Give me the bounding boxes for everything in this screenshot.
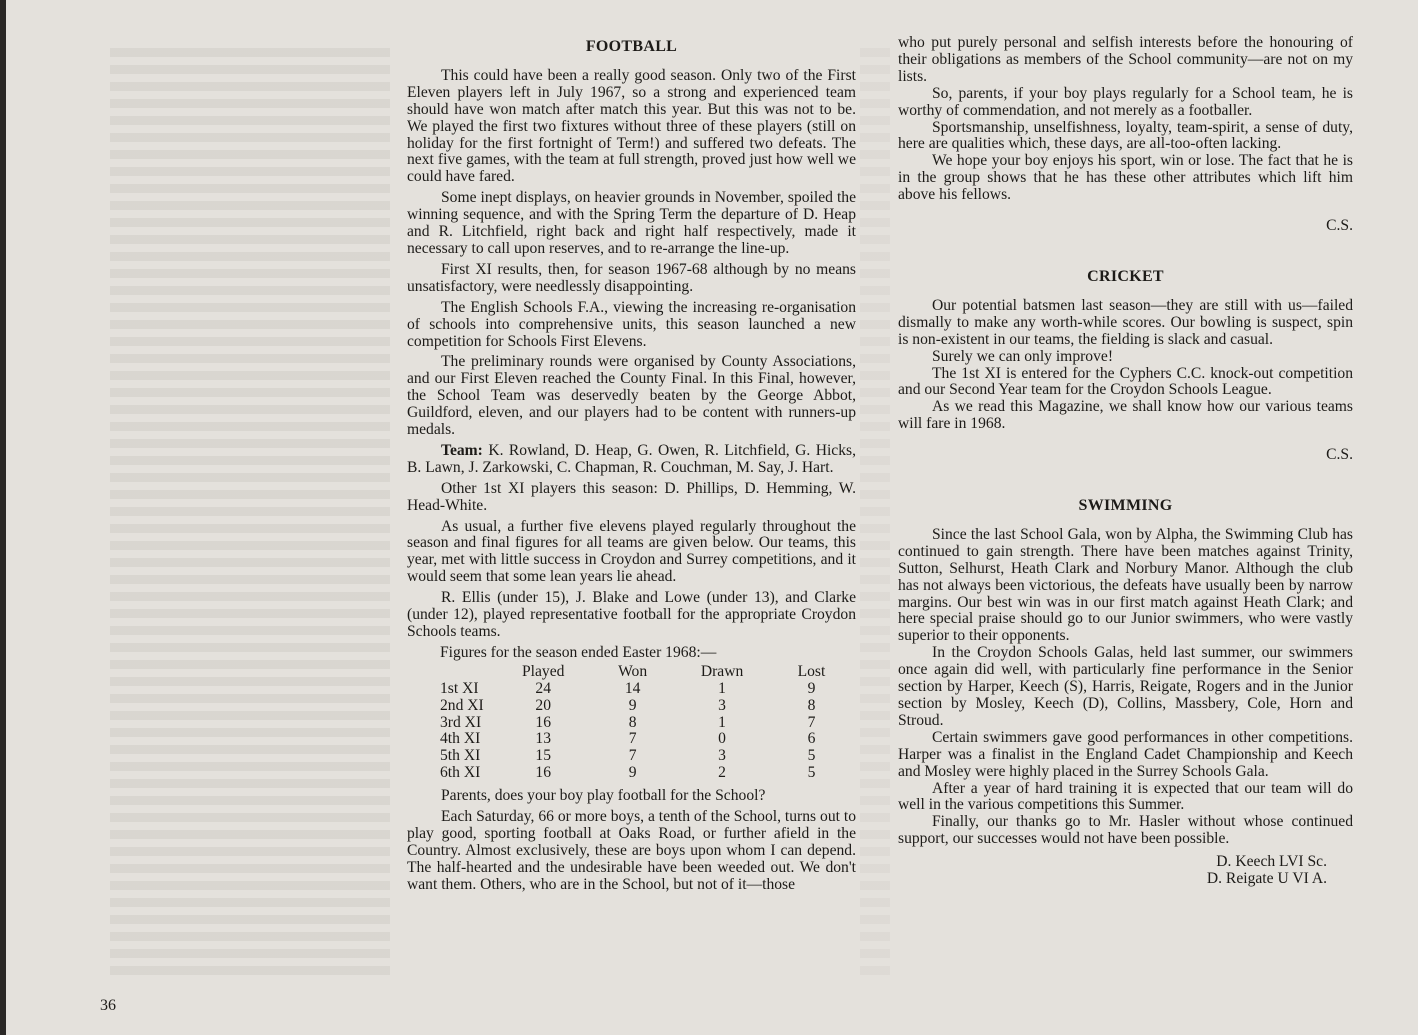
cricket-paragraph-3: The 1st XI is entered for the Cyphers C.C. knock-out competition and our Second Year team for the Croydon Schools League. bbox=[898, 364, 1353, 399]
swimming-heading: SWIMMING bbox=[1078, 497, 1173, 515]
table-row bbox=[440, 731, 856, 748]
figures-header-played: Played bbox=[521, 662, 565, 680]
figures-cell: 9 bbox=[807, 679, 816, 697]
figures-cell: 13 bbox=[535, 730, 551, 748]
figures-cell: 2 bbox=[718, 764, 726, 782]
table-row bbox=[440, 698, 856, 715]
right-column bbox=[898, 35, 1353, 888]
football-paragraph-7: Other 1st XI players this season: D. Phillips, D. Hemming, W. Head-White. bbox=[407, 479, 856, 514]
football-paragraph-15: We hope your boy enjoys his sport, win or lose. The fact that he is in the group shows that he has these other attributes which lift him above his fellows. bbox=[898, 152, 1353, 204]
figures-cell: 3 bbox=[718, 696, 726, 714]
football-heading: FOOTBALL bbox=[585, 38, 678, 55]
figures-header-drawn: Drawn bbox=[700, 662, 744, 680]
figures-cell: 6 bbox=[807, 730, 816, 748]
football-paragraph-12: who put purely personal and selfish interests before the honouring of their obligations as members of the School community—are not on my lists. bbox=[898, 34, 1353, 85]
figures-cell: 15 bbox=[535, 747, 551, 765]
football-paragraph-1: This could have been a really good season. Only two of the First Eleven players left in July 1967, so a strong and experienced team should have won match after match this year. But this was not to be. We played the first two fixtures without three of these players (still on holiday for the first fortnight of Term!) and suffered two defeats. The next five games, with the team at full strength, proved just how well we could have fared. bbox=[407, 66, 856, 186]
figures-header-lost: Lost bbox=[797, 662, 826, 680]
figures-cell: 4th XI bbox=[440, 730, 481, 748]
swimming-paragraph-1: Since the last School Gala, won by Alpha, the Swimming Club has continued to gain strength. There have been matches against Trinity, Sutton, Selhurst, Heath Clark and Norbury Manor. Although the club has not always been victorious, the defeats have usually been by narrow margins. Our best win was in our first match against Heath Clark; and here special praise should go to our Junior swimmers, who were vastly superior to their opponents. bbox=[898, 525, 1353, 645]
figures-cell: 6th XI bbox=[440, 764, 481, 782]
football-paragraph-13: So, parents, if your boy plays regularly for a School team, he is worthy of commendation, and not merely as a footballer. bbox=[898, 84, 1353, 119]
football-paragraph-9: R. Ellis (under 15), J. Blake and Lowe (under 13), and Clarke (under 12), played representative football for the appropriate Croydon Schools teams. bbox=[407, 589, 856, 640]
football-paragraph-11: Each Saturday, 66 or more boys, a tenth of the School, turns out to play good, sporting football at Oaks Road, or further afield in the Country. Almost exclusively, these are boys upon whom I can depend. The half-hearted and the undesirable have been weeded out. We don't want them. Others, who are in the School, but not of it—those bbox=[407, 808, 856, 893]
figures-cell: 0 bbox=[718, 730, 726, 748]
football-paragraph-5: The preliminary rounds were organised by County Associations, and our First Eleven reached the County Final. In this Final, however, the School Team was deservedly beaten by the George Abbot, Guildford, eleven, and our players had to be content with runners-up medals. bbox=[407, 353, 856, 439]
cricket-heading: CRICKET bbox=[1087, 267, 1164, 285]
figures-cell: 1 bbox=[718, 713, 726, 731]
swimming-signature-1: D. Keech LVI Sc. bbox=[1216, 853, 1327, 871]
figures-cell: 20 bbox=[535, 696, 551, 714]
figures-cell: 9 bbox=[628, 764, 637, 782]
swimming-paragraph-3: Certain swimmers gave good performances in other competitions. Harper was a finalist in the England Cadet Championship and Keech and Mosley were highly placed in the Surrey Schools Gala. bbox=[898, 728, 1353, 780]
figures-cell: 1st XI bbox=[440, 679, 479, 697]
cricket-paragraph-1: Our potential batsmen last season—they are still with us—failed dismally to make any worth-while scores. Our bowling is suspect, spin is non-existent in our teams, the fielding is slack and casual. bbox=[898, 296, 1353, 348]
figures-cell: 16 bbox=[535, 764, 551, 782]
page-gutter-shadow bbox=[0, 0, 6, 1035]
figures-cell: 5th XI bbox=[440, 747, 481, 765]
figures-cell: 14 bbox=[624, 679, 641, 697]
figures-table bbox=[440, 664, 856, 782]
table-row bbox=[440, 715, 856, 732]
figures-cell: 5 bbox=[807, 747, 816, 765]
swimming-signature-2: D. Reigate U VI A. bbox=[1206, 870, 1327, 888]
page-number: 36 bbox=[100, 997, 116, 1014]
table-row bbox=[440, 681, 856, 698]
figures-cell: 7 bbox=[628, 730, 637, 748]
figures-cell: 16 bbox=[535, 713, 551, 731]
figures-header-won: Won bbox=[618, 662, 648, 680]
figures-caption: Figures for the season ended Easter 1968:— bbox=[440, 643, 717, 661]
football-paragraph-8: As usual, a further five elevens played regularly throughout the season and final figures for all teams are given below. Our teams, this year, met with little success in Croydon and Surrey competitions, and it would seem that some lean years lie ahead. bbox=[407, 517, 856, 586]
cricket-signature: C.S. bbox=[1326, 446, 1353, 464]
cricket-paragraph-2: Surely we can only improve! bbox=[932, 347, 1114, 365]
figures-cell: 7 bbox=[628, 747, 637, 765]
figures-cell: 8 bbox=[628, 713, 637, 731]
figures-cell: 3rd XI bbox=[440, 713, 482, 731]
figures-header-team bbox=[440, 664, 498, 681]
football-paragraph-2: Some inept displays, on heavier grounds in November, spoiled the winning sequence, and with the Spring Term the departure of D. Heap and R. Litchfield, right back and right half respectively, made it necessary to call upon reserves, and to re-arrange the line-up. bbox=[407, 189, 856, 257]
figures-cell: 5 bbox=[807, 764, 816, 782]
figures-cell: 24 bbox=[535, 679, 551, 697]
football-paragraph-4: The English Schools F.A., viewing the increasing re-organisation of schools into comprehensive units, this season launched a new competition for Schools First Elevens. bbox=[407, 298, 856, 350]
figures-header-row bbox=[440, 664, 856, 681]
left-column bbox=[407, 35, 856, 894]
team-label: Team: bbox=[441, 441, 483, 459]
show-through-left-block bbox=[110, 48, 390, 978]
season-figures bbox=[440, 645, 856, 782]
football-signature: C.S. bbox=[1326, 217, 1353, 235]
figures-cell: 9 bbox=[628, 696, 637, 714]
table-row bbox=[440, 765, 856, 782]
football-paragraph-14: Sportsmanship, unselfishness, loyalty, team-spirit, a sense of duty, here are qualities which, these days, are all-too-often lacking. bbox=[898, 118, 1353, 153]
swimming-paragraph-2: In the Croydon Schools Galas, held last summer, our swimmers once again did well, with particularly fine performance in the Senior section by Harper, Keech (S), Harris, Reigate, Rogers and in the Junior section by Mosley, Keech (D), Collins, Massbery, Cole, Horn and Stroud. bbox=[898, 644, 1353, 729]
cricket-paragraph-4: As we read this Magazine, we shall know how our various teams will fare in 1968. bbox=[898, 398, 1353, 433]
football-paragraph-3: First XI results, then, for season 1967-68 although by no means unsatisfactory, were needlessly disappointing. bbox=[407, 260, 856, 295]
figures-cell: 1 bbox=[718, 679, 726, 697]
figures-cell: 2nd XI bbox=[440, 696, 484, 714]
football-paragraph-10: Parents, does your boy play football for the School? bbox=[441, 787, 766, 805]
table-row bbox=[440, 748, 856, 765]
figures-cell: 8 bbox=[807, 696, 816, 714]
figures-cell: 7 bbox=[807, 713, 816, 731]
swimming-paragraph-5: Finally, our thanks go to Mr. Hasler without whose continued support, our successes would not have been possible. bbox=[898, 813, 1353, 848]
team-list: K. Rowland, D. Heap, G. Owen, R. Litchfield, G. Hicks, B. Lawn, J. Zarkowski, C. Chapman, R. Couchman, M. Say, J. Hart. bbox=[407, 441, 856, 476]
football-team-paragraph bbox=[407, 443, 856, 477]
figures-cell: 3 bbox=[718, 747, 726, 765]
swimming-paragraph-4: After a year of hard training it is expected that our team will do well in the various competitions this Summer. bbox=[898, 779, 1353, 814]
show-through-middle-block bbox=[860, 48, 890, 978]
